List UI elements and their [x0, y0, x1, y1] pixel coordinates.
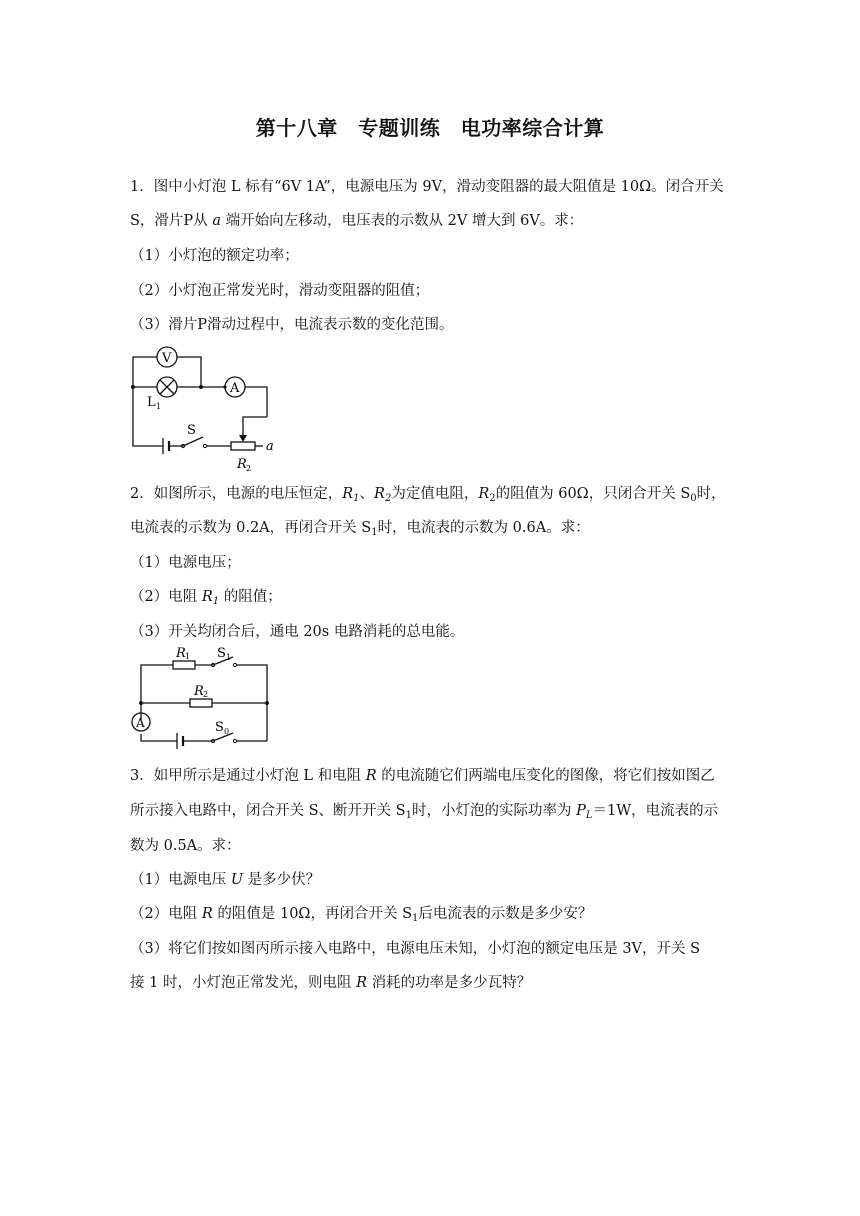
q2-text: 、	[359, 486, 375, 502]
terminal-a-label: a	[266, 439, 274, 454]
lamp-sub: 1	[156, 402, 162, 411]
q2-text: 时，	[696, 486, 726, 502]
rheostat-label: R	[237, 457, 247, 472]
q2-sub-1: （1）电源电压；	[130, 555, 241, 571]
q1-line-2	[130, 211, 583, 231]
rheostat-sub: 2	[246, 464, 252, 473]
q1-circuit-diagram	[125, 345, 275, 475]
q3-text: 所示接入电路中，闭合开关 S、断开开关 S	[130, 803, 406, 819]
q3-text: ＝1W，电流表的示	[592, 803, 719, 819]
q3-sub-1	[130, 870, 320, 890]
q2-text: （2）电阻	[130, 589, 202, 605]
r2-label-sub: 2	[203, 690, 209, 699]
switch-label: S	[187, 423, 196, 438]
q1-sub-2: （2）小灯泡正常发光时，滑动变阻器的阻值；	[130, 283, 430, 299]
p-sub: L	[585, 810, 593, 821]
q1-text: S，滑片P从	[130, 213, 213, 229]
q1-line-1: 1．图中小灯泡 L 标有“6V 1A”，电源电压为 9V，滑动变阻器的最大阻值是 10Ω。闭合开关	[130, 179, 724, 195]
q3-text: 是多少伏？	[243, 872, 321, 888]
ammeter-label: A	[136, 716, 145, 730]
q1-a-var: a	[212, 213, 221, 229]
q3-text: 时，小灯泡的实际功率为	[411, 803, 577, 819]
s0-label-sub: 0	[224, 727, 230, 736]
q3-sub-2	[130, 904, 592, 929]
r1-var: R	[201, 589, 213, 605]
q2-line-2	[130, 518, 590, 543]
q3-sub-3-cont	[130, 973, 531, 993]
q1-sub-1: （1）小灯泡的额定功率；	[130, 248, 299, 264]
q3-text: 3．如甲所示是通过小灯泡 L 和电阻	[130, 768, 366, 784]
s1-sub: 1	[405, 810, 412, 821]
q3-line-2	[130, 801, 718, 826]
r2-sub: 2	[384, 493, 392, 504]
r1-var: R	[342, 486, 354, 502]
r1-sub: 1	[212, 596, 220, 607]
s1-sub: 1	[371, 527, 378, 538]
r2-var: R	[478, 486, 490, 502]
r-var: R	[356, 975, 367, 991]
q2-text: 为定值电阻，	[391, 486, 479, 502]
q2-sub-2	[130, 587, 282, 612]
r-var: R	[365, 768, 377, 784]
q2-line-1	[130, 484, 726, 509]
q2-text: 时，电流表的示数为 0.6A。求：	[377, 520, 590, 536]
q2-sub-3: （3）开关均闭合后，通电 20s 电路消耗的总电能。	[130, 624, 465, 640]
r2-label: R	[194, 684, 204, 699]
q3-line-3: 数为 0.5A。求：	[130, 838, 241, 854]
p-var: P	[576, 803, 586, 819]
q2-text: 2．如图所示，电源的电压恒定，	[130, 486, 343, 502]
q3-text: 接 1 时，小灯泡正常发光，则电阻	[130, 975, 357, 991]
ammeter-label: A	[230, 381, 240, 396]
q2-text: 电流表的示数为 0.2A，再闭合开关 S	[130, 520, 372, 536]
voltmeter-label: V	[162, 351, 172, 366]
q3-text: （1）电源电压	[130, 872, 231, 888]
q3-sub-3: （3）将它们按如图丙所示接入电路中，电源电压未知，小灯泡的额定电压是 3V，开关 S	[130, 941, 701, 957]
s1-label: S	[217, 646, 226, 661]
q3-text: 的电流随它们两端电压变化的图像，将它们按如图乙	[376, 768, 715, 784]
r2-sub: 2	[489, 493, 496, 504]
q3-line-1	[130, 766, 715, 786]
q3-text: 的阻值是 10Ω，再闭合开关 S	[212, 906, 412, 922]
q2-text: 的阻值为 60Ω，只闭合开关 S	[495, 486, 691, 502]
page-title: 第十八章 专题训练 电功率综合计算	[255, 116, 605, 140]
s0-sub: 0	[690, 493, 697, 504]
r1-label-sub: 1	[185, 652, 191, 661]
q2-circuit-diagram	[125, 645, 275, 750]
q1-sub-3: （3）滑片P滑动过程中，电流表示数的变化范围。	[130, 317, 454, 333]
s1-sub: 1	[412, 913, 419, 924]
r-var: R	[201, 906, 213, 922]
q2-text: 的阻值；	[219, 589, 282, 605]
u-var: U	[230, 872, 244, 888]
q3-text: （2）电阻	[130, 906, 202, 922]
q1-text: 端开始向左移动，电压表的示数从 2V 增大到 6V。求：	[220, 213, 584, 229]
r2-var: R	[374, 486, 385, 502]
r1-label: R	[176, 646, 186, 661]
s0-label: S	[215, 720, 224, 735]
s1-label-sub: 1	[226, 653, 232, 662]
q3-text: 后电流表的示数是多少安？	[418, 906, 593, 922]
q3-text: 消耗的功率是多少瓦特？	[366, 975, 532, 991]
r1-sub: 1	[353, 493, 360, 504]
lamp-label: L	[147, 395, 156, 410]
